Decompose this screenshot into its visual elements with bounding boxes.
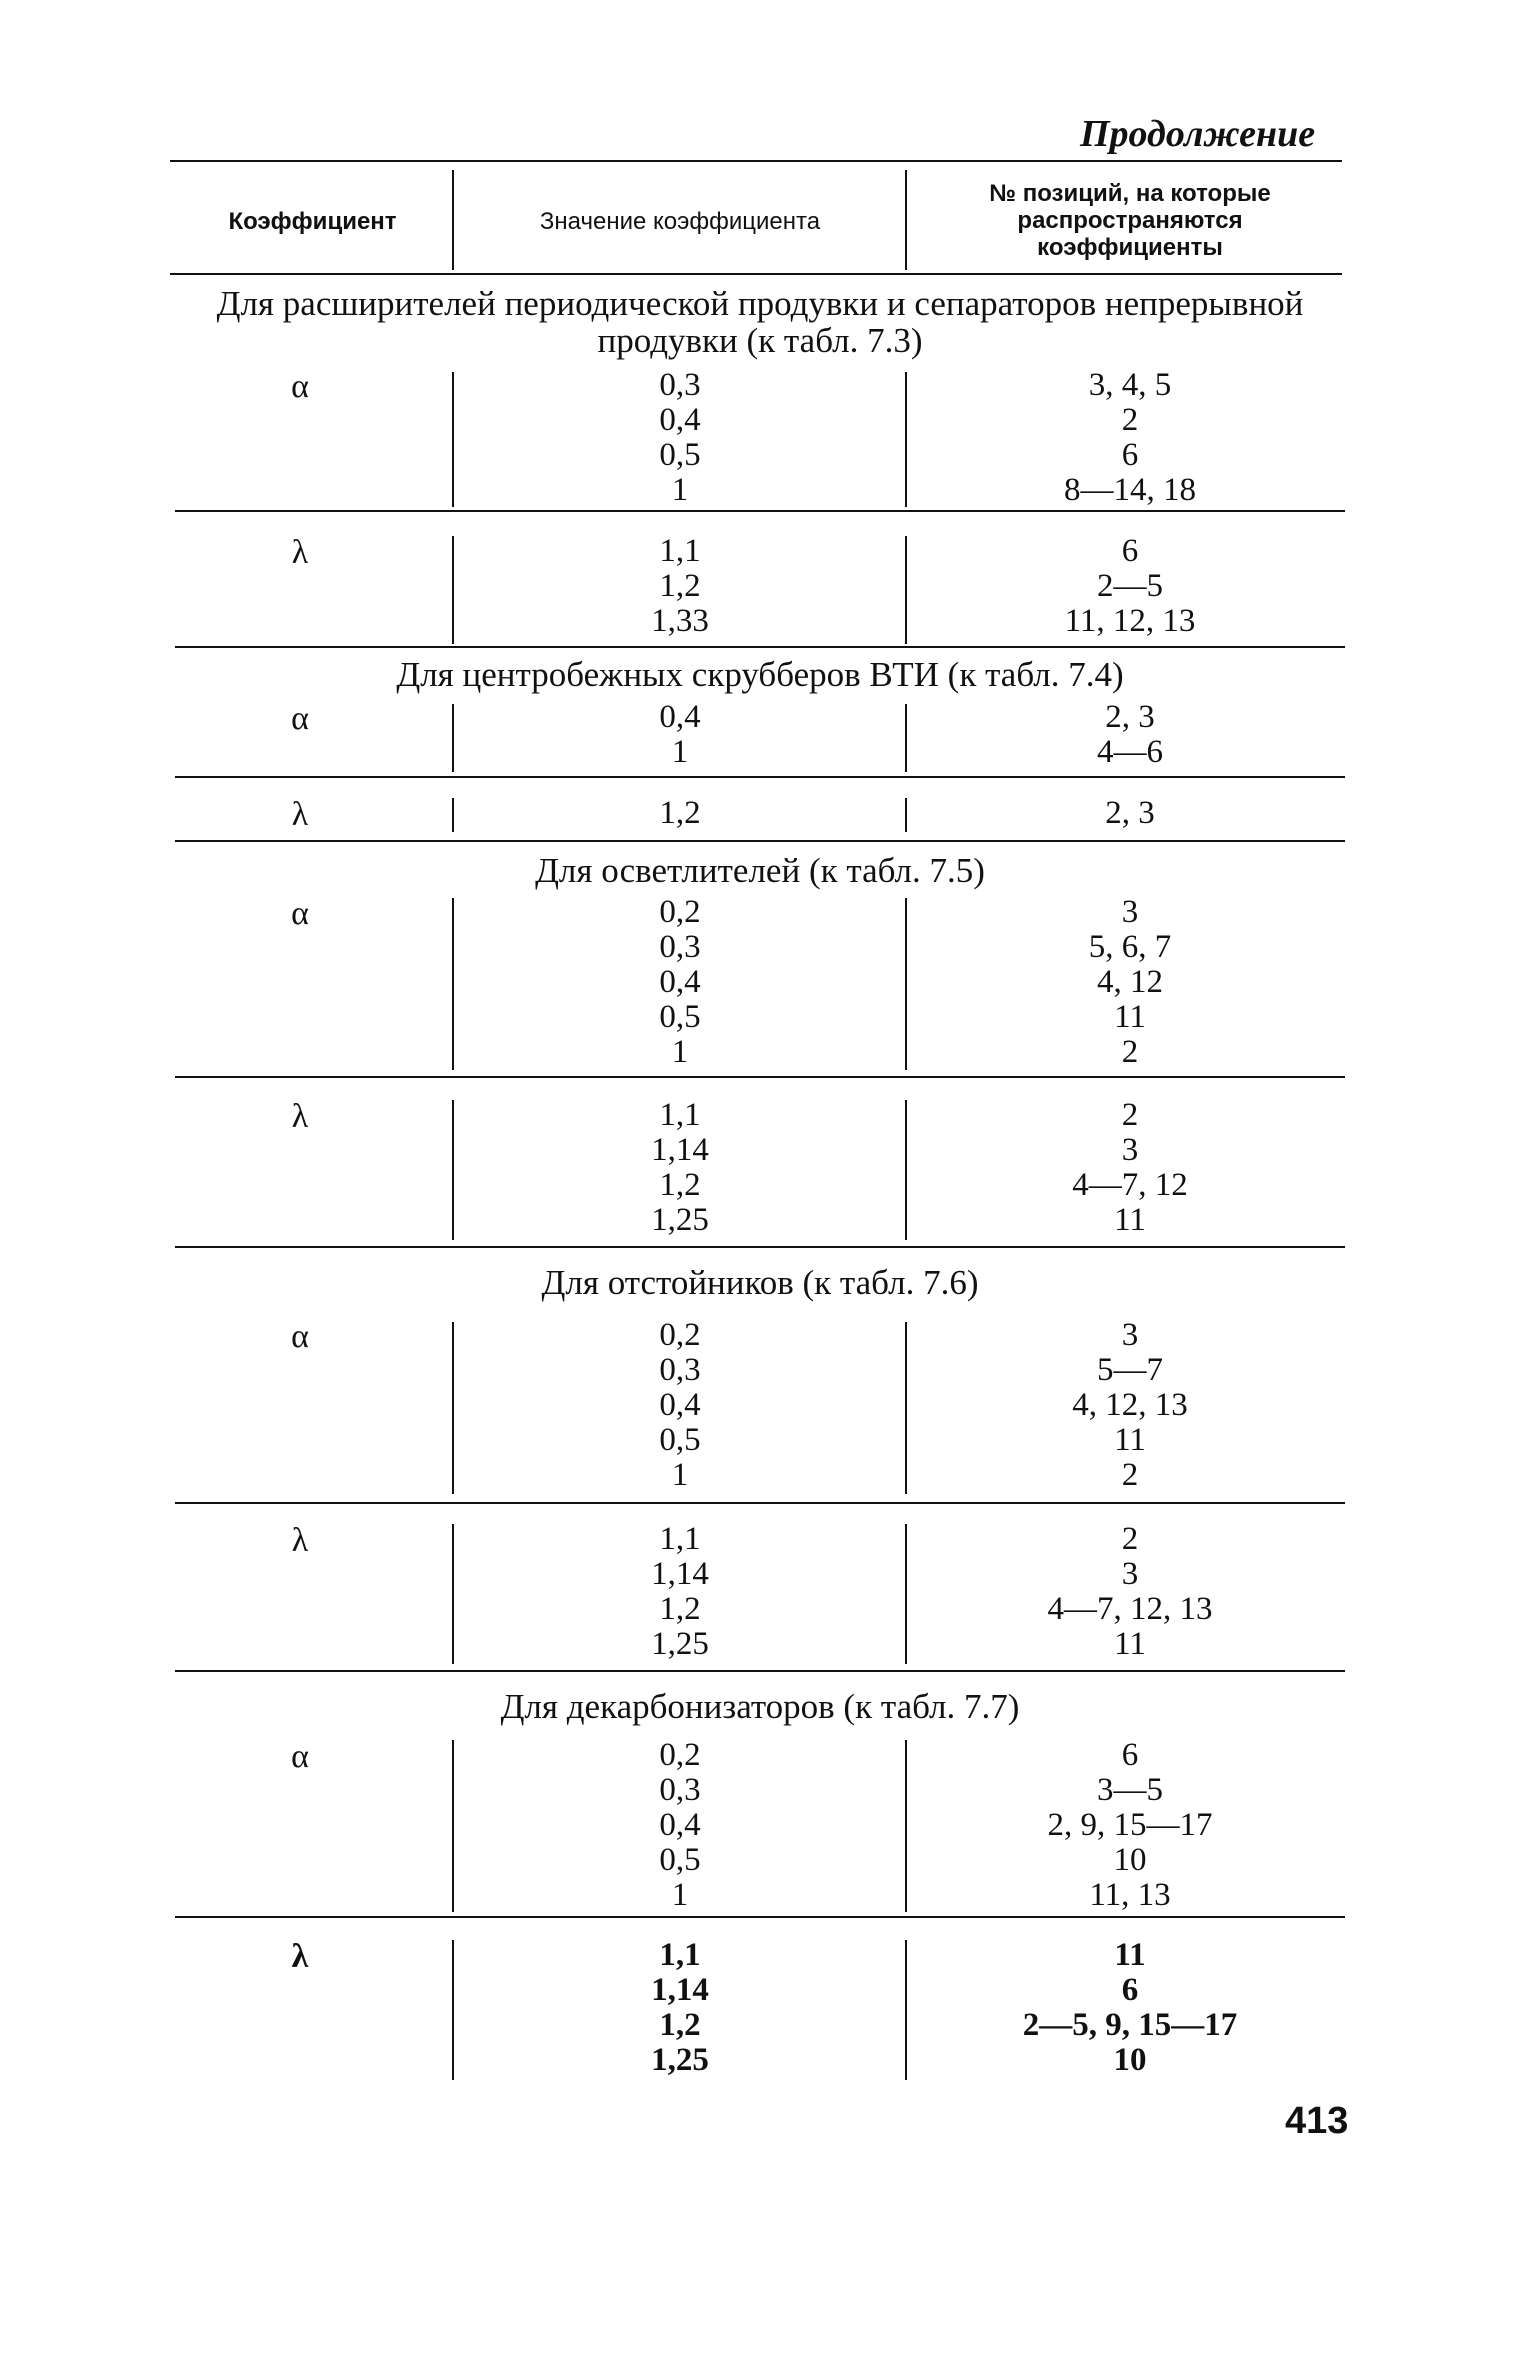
column-divider xyxy=(452,372,454,507)
coefficient-symbol: λ xyxy=(291,534,309,571)
positions-cell: 11, 12, 13 xyxy=(1064,603,1196,639)
column-divider xyxy=(905,1524,907,1664)
value-cell: 1,2 xyxy=(659,568,701,604)
value-cell: 1,2 xyxy=(659,2007,701,2043)
positions-list xyxy=(980,700,1280,770)
positions-cell: 10 xyxy=(1113,2042,1147,2078)
value-cell: 0,2 xyxy=(659,1317,701,1353)
positions-list xyxy=(960,1938,1300,2078)
coefficient-symbol: α xyxy=(291,700,309,737)
positions-cell: 3 xyxy=(1121,1556,1139,1592)
header-top-rule xyxy=(170,160,1342,162)
positions-cell: 3 xyxy=(1121,894,1139,930)
positions-cell: 11, 13 xyxy=(1089,1877,1171,1913)
positions-list xyxy=(980,796,1280,831)
column-divider xyxy=(452,798,454,832)
coefficient-symbol: α xyxy=(291,1318,309,1355)
column-divider xyxy=(452,1740,454,1912)
positions-cell: 3 xyxy=(1121,1317,1139,1353)
value-list xyxy=(600,700,760,770)
value-cell: 1 xyxy=(671,472,689,508)
header-positions: № позиций, на которые распространяются коэффициенты xyxy=(989,180,1271,261)
section-rule xyxy=(175,646,1345,648)
section-title: Для осветлителей (к табл. 7.5) xyxy=(535,851,985,890)
coefficient-symbol: λ xyxy=(291,1522,309,1559)
positions-cell: 2 xyxy=(1121,402,1139,438)
column-divider xyxy=(905,798,907,832)
value-cell: 1,14 xyxy=(651,1556,709,1592)
positions-list xyxy=(980,1318,1280,1493)
positions-cell: 2 xyxy=(1121,1457,1139,1493)
header-divider-1 xyxy=(452,170,454,270)
value-cell: 0,3 xyxy=(659,929,701,965)
column-divider xyxy=(452,536,454,644)
column-divider xyxy=(905,536,907,644)
column-divider xyxy=(905,1322,907,1494)
value-cell: 1,2 xyxy=(659,795,701,831)
value-list xyxy=(600,796,760,831)
value-cell: 1,25 xyxy=(651,2042,709,2078)
positions-cell: 2, 9, 15—17 xyxy=(1047,1807,1213,1843)
value-cell: 1 xyxy=(671,1457,689,1493)
column-divider xyxy=(905,372,907,507)
positions-cell: 6 xyxy=(1121,1972,1139,2008)
positions-cell: 4—7, 12, 13 xyxy=(1047,1591,1213,1627)
positions-cell: 4—7, 12 xyxy=(1072,1167,1188,1203)
value-list xyxy=(600,1522,760,1662)
positions-list xyxy=(980,534,1280,639)
positions-cell: 4, 12, 13 xyxy=(1072,1387,1188,1423)
continuation-label: Продолжение xyxy=(1080,113,1316,155)
value-cell: 1,1 xyxy=(659,533,701,569)
value-cell: 0,4 xyxy=(659,964,701,1000)
positions-list xyxy=(980,1738,1280,1913)
column-divider xyxy=(905,1100,907,1240)
coefficient-symbol: α xyxy=(291,1738,309,1775)
positions-list xyxy=(980,1522,1280,1662)
section-title: Для отстойников (к табл. 7.6) xyxy=(541,1263,979,1302)
value-cell: 0,3 xyxy=(659,367,701,403)
column-divider xyxy=(452,704,454,772)
value-cell: 0,5 xyxy=(659,1422,701,1458)
section-title: Для расширителей периодической продувки и сепараторов непрерывной продувки (к табл. 7.3) xyxy=(216,284,1304,360)
positions-cell: 3 xyxy=(1121,1132,1139,1168)
value-list xyxy=(600,1938,760,2078)
value-cell: 1 xyxy=(671,734,689,770)
positions-cell: 4—6 xyxy=(1097,734,1163,770)
value-cell: 1,33 xyxy=(651,603,709,639)
value-cell: 1,1 xyxy=(659,1521,701,1557)
positions-cell: 11 xyxy=(1114,1937,1146,1973)
column-divider xyxy=(452,1322,454,1494)
value-cell: 0,4 xyxy=(659,699,701,735)
value-cell: 0,4 xyxy=(659,1807,701,1843)
value-cell: 0,5 xyxy=(659,1842,701,1878)
coefficient-symbol: λ xyxy=(291,796,309,833)
row-rule xyxy=(175,776,1345,778)
value-cell: 1,14 xyxy=(651,1972,709,2008)
value-cell: 0,4 xyxy=(659,1387,701,1423)
value-list xyxy=(600,1738,760,1913)
header-coefficient: Коэффициент xyxy=(228,208,397,235)
value-cell: 1 xyxy=(671,1034,689,1070)
column-divider xyxy=(452,1524,454,1664)
section-title: Для центробежных скрубберов ВТИ (к табл. 7.4) xyxy=(396,655,1124,694)
positions-cell: 10 xyxy=(1113,1842,1147,1878)
value-cell: 0,2 xyxy=(659,894,701,930)
coefficient-symbol: α xyxy=(291,368,309,405)
positions-cell: 6 xyxy=(1121,533,1139,569)
positions-cell: 5—7 xyxy=(1097,1352,1163,1388)
positions-cell: 3—5 xyxy=(1097,1772,1163,1808)
value-cell: 1,25 xyxy=(651,1202,709,1238)
header-divider-2 xyxy=(905,170,907,270)
value-cell: 1 xyxy=(671,1877,689,1913)
column-divider xyxy=(905,704,907,772)
section-rule xyxy=(175,1246,1345,1248)
value-list xyxy=(600,534,760,639)
column-divider xyxy=(452,1100,454,1240)
positions-cell: 2—5, 9, 15—17 xyxy=(1022,2007,1238,2043)
positions-cell: 11 xyxy=(1114,1422,1146,1458)
row-rule xyxy=(175,510,1345,512)
value-list xyxy=(600,1318,760,1493)
value-cell: 0,2 xyxy=(659,1737,701,1773)
value-cell: 1,14 xyxy=(651,1132,709,1168)
value-cell: 1,2 xyxy=(659,1167,701,1203)
column-divider xyxy=(452,898,454,1070)
positions-cell: 8—14, 18 xyxy=(1064,472,1196,508)
value-cell: 0,3 xyxy=(659,1352,701,1388)
value-cell: 0,3 xyxy=(659,1772,701,1808)
row-rule xyxy=(175,1916,1345,1918)
positions-cell: 2 xyxy=(1121,1034,1139,1070)
positions-cell: 2, 3 xyxy=(1105,795,1155,831)
section-title: Для декарбонизаторов (к табл. 7.7) xyxy=(500,1687,1020,1726)
value-list xyxy=(600,895,760,1070)
value-list xyxy=(600,1098,760,1238)
column-divider xyxy=(905,1940,907,2080)
positions-cell: 6 xyxy=(1121,1737,1139,1773)
positions-cell: 2 xyxy=(1121,1097,1139,1133)
positions-cell: 2, 3 xyxy=(1105,699,1155,735)
value-cell: 0,5 xyxy=(659,437,701,473)
section-rule xyxy=(175,840,1345,842)
value-cell: 0,5 xyxy=(659,999,701,1035)
positions-cell: 4, 12 xyxy=(1097,964,1163,1000)
column-divider xyxy=(905,898,907,1070)
section-rule xyxy=(175,1670,1345,1672)
coefficient-symbol: α xyxy=(291,895,309,932)
header-value: Значение коэффициента xyxy=(539,208,821,235)
value-list xyxy=(600,368,760,508)
column-divider xyxy=(905,1740,907,1912)
positions-cell: 11 xyxy=(1114,999,1146,1035)
positions-cell: 6 xyxy=(1121,437,1139,473)
value-cell: 1,25 xyxy=(651,1626,709,1662)
value-cell: 1,1 xyxy=(659,1937,701,1973)
positions-cell: 11 xyxy=(1114,1202,1146,1238)
header-bottom-rule xyxy=(170,273,1342,275)
coefficient-symbol: λ xyxy=(291,1938,309,1975)
positions-list xyxy=(980,1098,1280,1238)
positions-list xyxy=(980,895,1280,1070)
positions-cell: 2 xyxy=(1121,1521,1139,1557)
positions-cell: 11 xyxy=(1114,1626,1146,1662)
row-rule xyxy=(175,1502,1345,1504)
positions-cell: 5, 6, 7 xyxy=(1088,929,1172,965)
row-rule xyxy=(175,1076,1345,1078)
coefficient-symbol: λ xyxy=(291,1098,309,1135)
value-cell: 1,1 xyxy=(659,1097,701,1133)
value-cell: 1,2 xyxy=(659,1591,701,1627)
positions-cell: 3, 4, 5 xyxy=(1088,367,1172,403)
page-number: 413 xyxy=(1285,2100,1349,2142)
column-divider xyxy=(452,1940,454,2080)
positions-list xyxy=(980,368,1280,508)
value-cell: 0,4 xyxy=(659,402,701,438)
positions-cell: 2—5 xyxy=(1097,568,1163,604)
